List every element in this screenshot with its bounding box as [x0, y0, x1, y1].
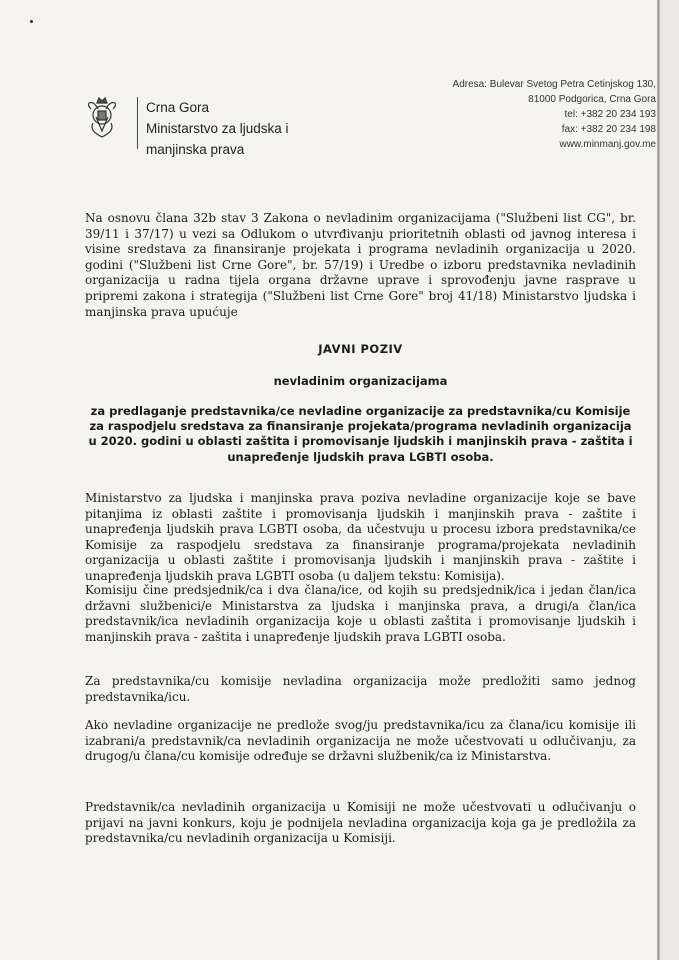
fax-line: fax: +382 20 234 198	[561, 124, 656, 135]
organization-name	[146, 97, 289, 160]
phone-line: tel: +382 20 234 193	[564, 109, 656, 120]
coat-of-arms-icon	[85, 95, 119, 141]
city-line: 81000 Podgorica, Crna Gora	[528, 94, 656, 105]
page-margin-shade	[660, 0, 679, 960]
org-line-country: Crna Gora	[146, 100, 210, 115]
intro-paragraph: Na osnovu člana 32b stav 3 Zakona o nevladinim organizacijama ("Službeni list CG", br. 39/11 i 37/17) u vezi sa Odlukom o utvrđivanju prioritetnih oblasti od javnog interesa i visine sredstava za finansiranje projekata i programa nevladinih organizacija u 2020. godini ("Službeni list Crne Gore", br. 57/19) i Uredbe o izboru predstavnika nevladinih organizacija u radna tijela organa državne uprave i sprovođenju javne rasprave u pripremi zakona i strategija ("Službeni list Crne Gore" broj 41/18) Ministarstvo ljudska i manjinska prava upućuje	[85, 211, 636, 319]
paragraph-fallback: Ako nevladine organizacije ne predlože svog/ju predstavnika/icu za člana/icu komisije ili izabrani/a predstavnik/ca nevladinih organizacija ne može učestvovati u odlučivanju, za drugog/u člana/cu komisije određuje se državni službenik/ca iz Ministarstva.	[85, 718, 636, 764]
header-divider	[137, 97, 138, 149]
document-purpose: za predlaganje predstavnika/ce nevladine organizacije za predstavnika/cu Komisije za raspodjelu sredstava za finansiranje projekata/programa nevladinih organizacija u 2020. godini u oblasti zaštita i promovisanje ljudskih i manjinskih prava - zaštita i unapređenje ljudskih prava LGBTI osoba.	[88, 404, 633, 464]
document-subtitle: nevladinim organizacijama	[273, 374, 448, 388]
contact-block	[420, 77, 656, 152]
scan-speck	[30, 20, 33, 23]
paragraph-conflict: Predstavnik/ca nevladinih organizacija u Komisiji ne može učestvovati u odlučivanju o prijavi na javni konkurs, koju je podnijela nevladina organizacija koja ga je predložila za predstavnika/cu nevladinih organizacija u Komisiji.	[85, 800, 636, 846]
org-line-ministry-cont: manjinska prava	[146, 142, 245, 157]
paragraph-composition: Komisiju čine predsjednik/ca i dva člana/ice, od kojih su predsjednik/ica i jedan član/ica državni službenici/e Ministarstva za ljudska i manjinska prava, a drugi/a član/ica predstavnik/ica nevladinih organizacija koje u oblasti zaštita i promovisanje ljudskih i manjinskih prava - zaštita i unapređenje ljudskih prava LGBTI osoba.	[85, 583, 636, 644]
paragraph-invitation: Ministarstvo za ljudska i manjinska prava poziva nevladine organizacije koje se bave pitanjima iz oblasti zaštite i promovisanja ljudskih i manjinskih prava - zaštite i unapređenja ljudskih prava LGBTI osoba, da učestvuju u procesu izbora predstavnika/ce Komisije za raspodjelu sredstava za finansiranje programa/projekata nevladinih organizacija u oblasti zaštite i promovisanja ljudskih i manjinskih prava - zaštite i unapređenja ljudskih prava LGBTI osoba (u daljem tekstu: Komisija).	[85, 491, 636, 583]
address-line: Adresa: Bulevar Svetog Petra Cetinjskog 130,	[452, 79, 656, 90]
website-link[interactable]: www.minmanj.gov.me	[559, 139, 656, 150]
org-line-ministry: Ministarstvo za ljudska i	[146, 121, 289, 136]
paragraph-single-nominee: Za predstavnika/cu komisije nevladina organizacija može predložiti samo jednog predstavnika/icu.	[85, 674, 636, 704]
document-title: JAVNI POZIV	[318, 342, 403, 356]
